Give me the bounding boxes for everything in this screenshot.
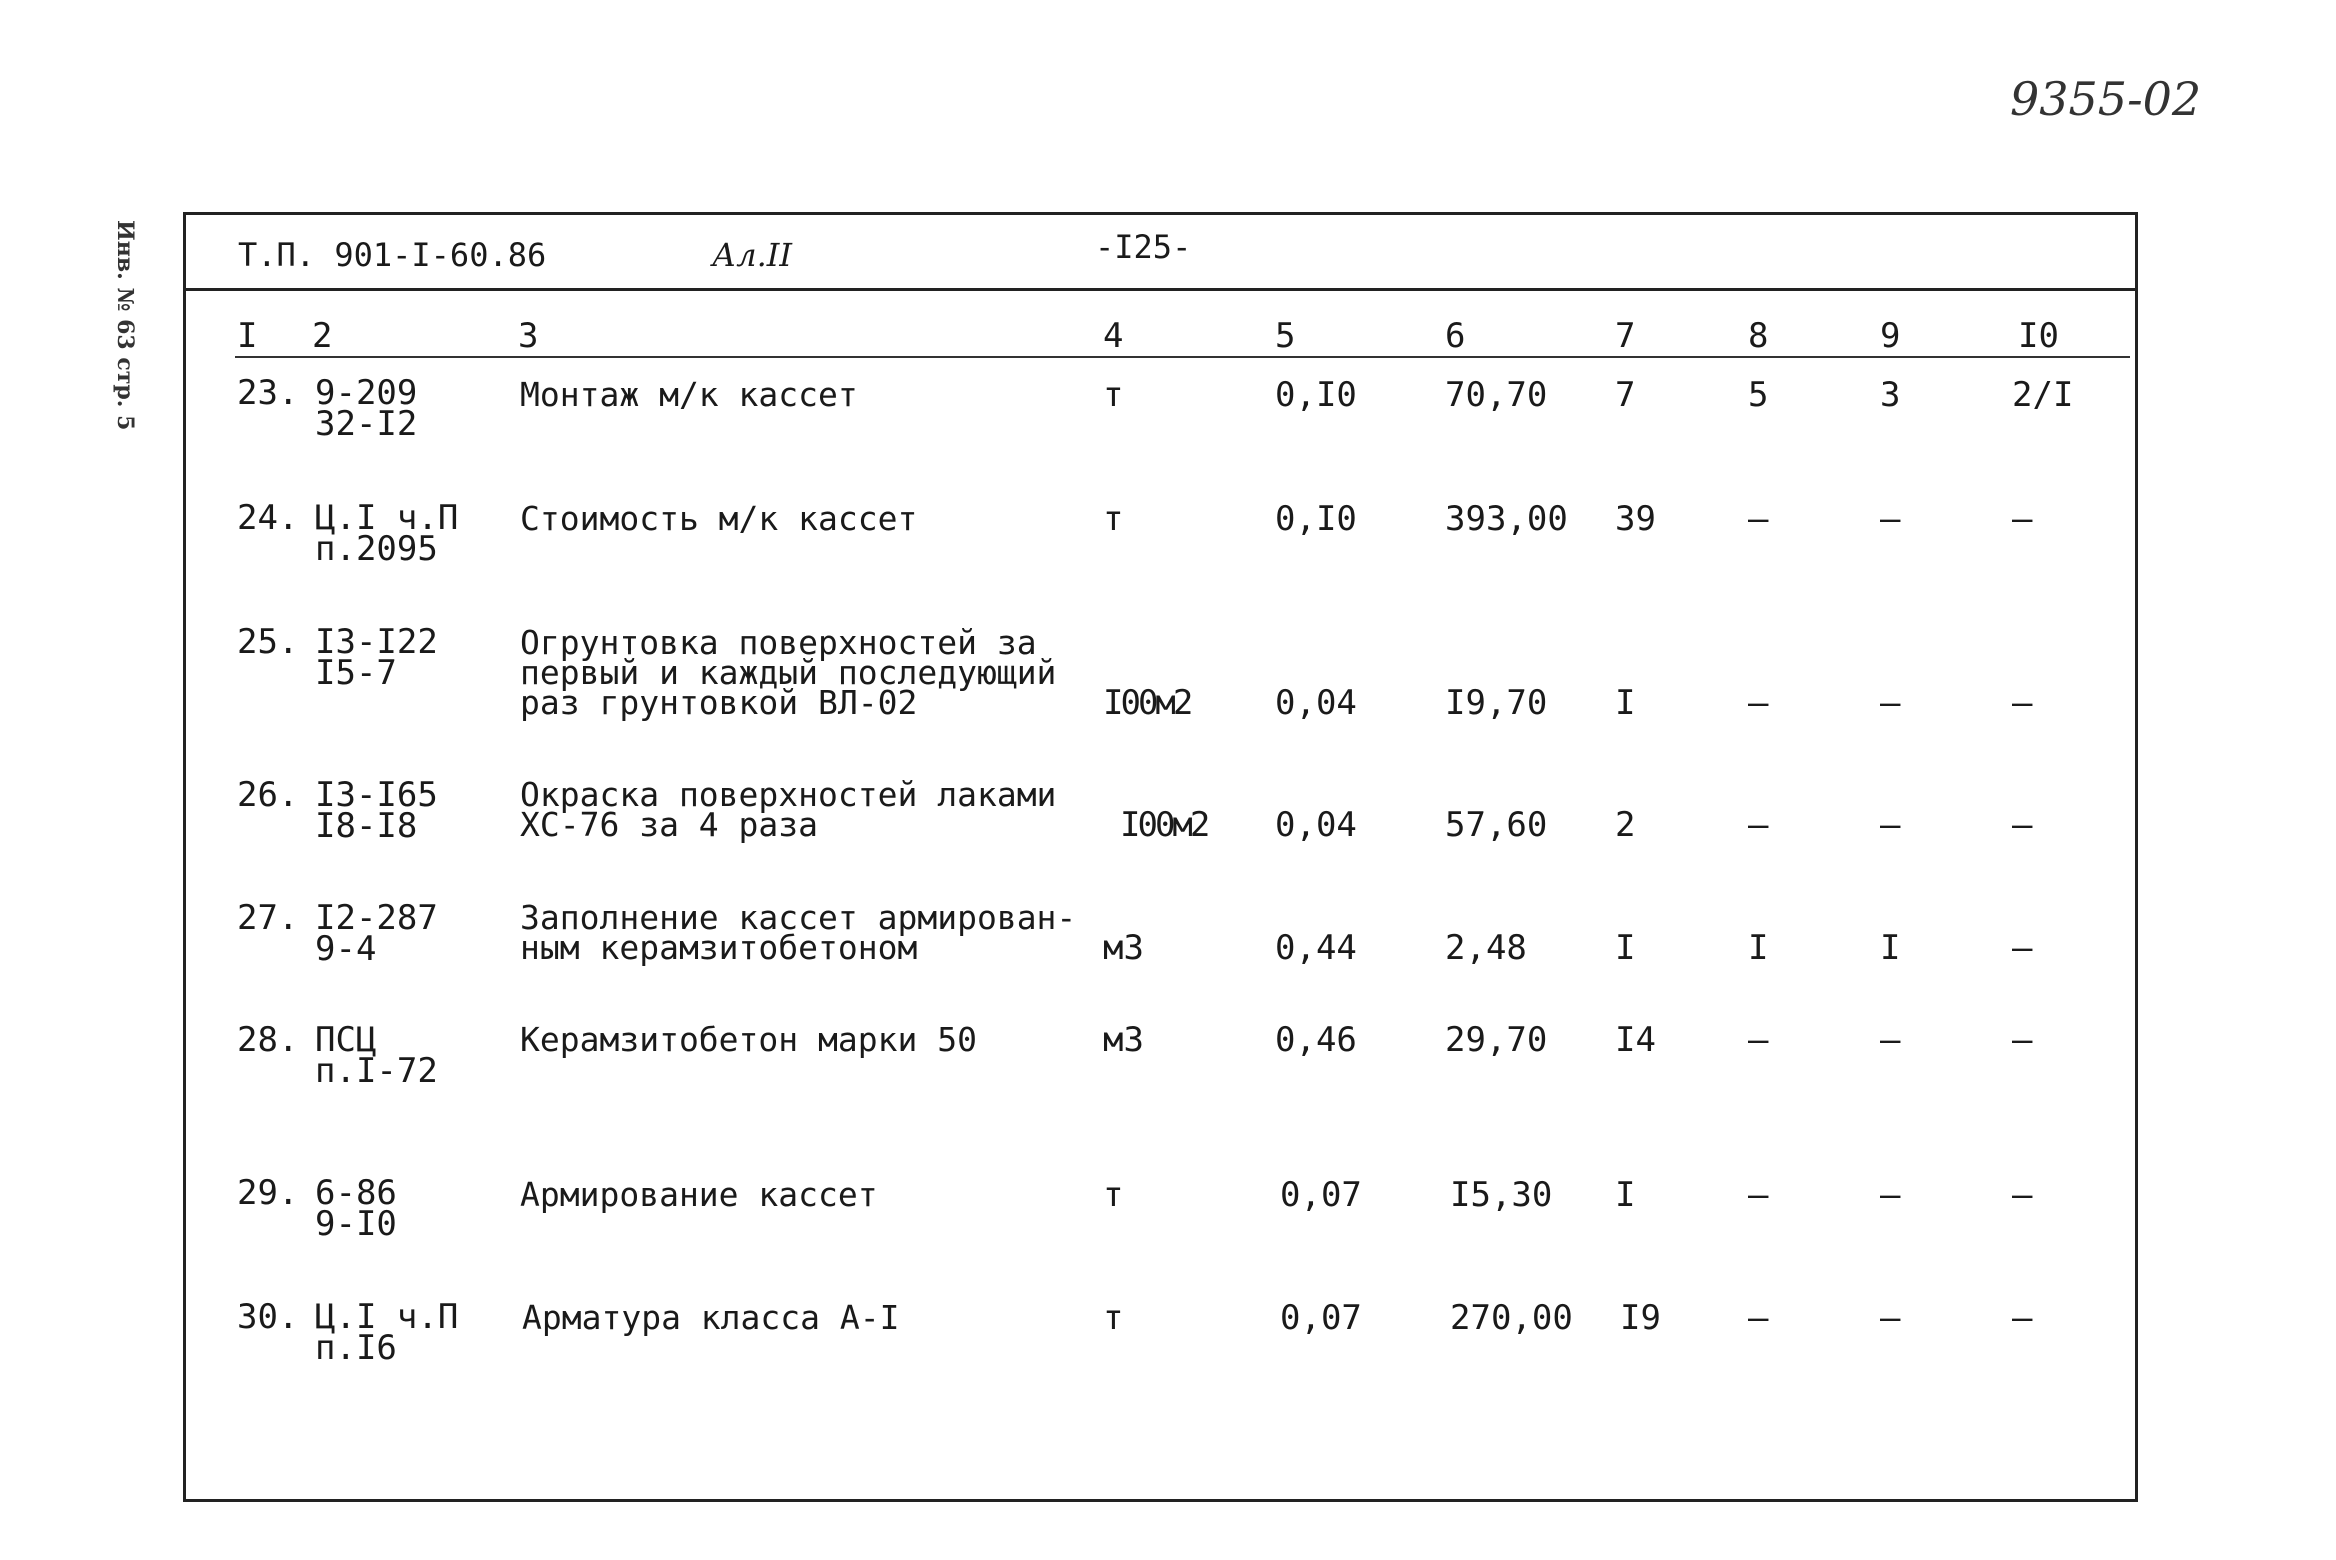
row-25-code1: I3-I22	[315, 622, 438, 662]
side-annotation-text: Инв. № 63 стр. 5	[112, 220, 138, 431]
row-24-col7: 39	[1615, 499, 1656, 539]
row-26-unit: I00м2	[1120, 805, 1208, 845]
row-30-col8: –	[1748, 1298, 1769, 1338]
row-29-name: Армирование кассет	[520, 1175, 878, 1214]
row-23-col9: 3	[1880, 375, 1901, 415]
row-29-code2: 9-I0	[315, 1204, 397, 1244]
row-29-col8: –	[1748, 1175, 1769, 1215]
column-header-divider	[235, 356, 2130, 358]
table-frame	[183, 212, 2138, 1502]
row-26-col10: –	[2012, 805, 2033, 845]
row-30-col10: –	[2012, 1298, 2033, 1338]
row-29-code1: 6-86	[315, 1173, 397, 1213]
row-26-number: 26.	[237, 775, 299, 815]
row-30-unit: т	[1103, 1298, 1124, 1338]
row-28-code1: ПСЦ	[315, 1020, 377, 1060]
row-23-name: Монтаж м/к кассет	[520, 375, 858, 414]
page-number: -I25-	[1095, 228, 1192, 266]
row-29-col10: –	[2012, 1175, 2033, 1215]
row-24-unit: т	[1103, 499, 1124, 539]
column-header-2: 2	[312, 316, 333, 356]
row-28-col8: –	[1748, 1020, 1769, 1060]
row-29-col7: I	[1615, 1175, 1636, 1215]
row-28-qty: 0,46	[1275, 1020, 1357, 1060]
row-28-code2: п.I-72	[315, 1051, 438, 1091]
column-header-7: 7	[1615, 316, 1636, 356]
row-30-code2: п.I6	[315, 1328, 397, 1368]
row-29-qty: 0,07	[1280, 1175, 1362, 1215]
row-26-code1: I3-I65	[315, 775, 438, 815]
row-24-col8: –	[1748, 499, 1769, 539]
row-26-col9: –	[1880, 805, 1901, 845]
column-header-8: 8	[1748, 316, 1769, 356]
row-23-qty: 0,I0	[1275, 375, 1357, 415]
row-23-price: 70,70	[1445, 375, 1548, 415]
row-26-col7: 2	[1615, 805, 1636, 845]
row-27-code1: I2-287	[315, 898, 438, 938]
row-27-col9: I	[1880, 928, 1901, 968]
row-24-name: Стоимость м/к кассет	[520, 499, 918, 538]
column-header-5: 5	[1275, 316, 1296, 356]
row-27-qty: 0,44	[1275, 928, 1357, 968]
row-25-name: Огрунтовка поверхностей за первый и каждый последующий раз грунтовкой ВЛ-02	[520, 623, 1057, 722]
row-23-col8: 5	[1748, 375, 1769, 415]
row-28-price: 29,70	[1445, 1020, 1548, 1060]
row-30-price: 270,00	[1450, 1298, 1573, 1338]
row-26-col8: –	[1748, 805, 1769, 845]
album-label: Ал.II	[712, 236, 793, 274]
row-28-col7: I4	[1615, 1020, 1656, 1060]
row-27-number: 27.	[237, 898, 299, 938]
row-30-col7: I9	[1620, 1298, 1661, 1338]
row-26-name: Окраска поверхностей лаками ХС-76 за 4 раза	[520, 775, 1057, 844]
row-27-price: 2,48	[1445, 928, 1527, 968]
row-27-col8: I	[1748, 928, 1769, 968]
row-25-number: 25.	[237, 622, 299, 662]
row-23-number: 23.	[237, 373, 299, 413]
row-24-code1: Ц.I ч.П	[315, 498, 459, 538]
row-28-col9: –	[1880, 1020, 1901, 1060]
column-header-4: 4	[1103, 316, 1124, 356]
row-29-number: 29.	[237, 1173, 299, 1213]
document-number: 9355-02	[2010, 72, 2202, 126]
row-30-qty: 0,07	[1280, 1298, 1362, 1338]
row-24-number: 24.	[237, 498, 299, 538]
row-24-code2: п.2095	[315, 529, 438, 569]
column-header-3: 3	[518, 316, 539, 356]
row-25-code2: I5-7	[315, 653, 397, 693]
row-28-number: 28.	[237, 1020, 299, 1060]
row-25-col8: –	[1748, 683, 1769, 723]
row-27-code2: 9-4	[315, 929, 377, 969]
row-25-price: I9,70	[1445, 683, 1548, 723]
row-26-code2: I8-I8	[315, 806, 418, 846]
row-25-col9: –	[1880, 683, 1901, 723]
row-23-col10: 2/I	[2012, 375, 2074, 415]
row-23-col7: 7	[1615, 375, 1636, 415]
row-29-price: I5,30	[1450, 1175, 1553, 1215]
row-27-col7: I	[1615, 928, 1636, 968]
row-25-col7: I	[1615, 683, 1636, 723]
row-23-unit: т	[1103, 375, 1124, 415]
row-26-qty: 0,04	[1275, 805, 1357, 845]
row-24-col10: –	[2012, 499, 2033, 539]
row-24-price: 393,00	[1445, 499, 1568, 539]
row-27-name: Заполнение кассет армирован- ным керамзитобетоном	[520, 898, 1077, 967]
row-30-code1: Ц.I ч.П	[315, 1297, 459, 1337]
row-23-code2: 32-I2	[315, 404, 418, 444]
row-24-col9: –	[1880, 499, 1901, 539]
row-27-unit: м3	[1103, 928, 1144, 968]
row-25-col10: –	[2012, 683, 2033, 723]
side-annotation	[112, 220, 172, 580]
row-25-unit: I00м2	[1103, 683, 1191, 723]
row-30-col9: –	[1880, 1298, 1901, 1338]
row-28-name: Керамзитобетон марки 50	[520, 1020, 977, 1059]
row-30-name: Арматура класса А-I	[522, 1298, 900, 1337]
row-30-number: 30.	[237, 1297, 299, 1337]
column-header-6: 6	[1445, 316, 1466, 356]
row-24-qty: 0,I0	[1275, 499, 1357, 539]
row-28-col10: –	[2012, 1020, 2033, 1060]
row-29-col9: –	[1880, 1175, 1901, 1215]
column-header-1: I	[237, 316, 258, 356]
row-23-code1: 9-209	[315, 373, 418, 413]
row-29-unit: т	[1103, 1175, 1124, 1215]
row-25-qty: 0,04	[1275, 683, 1357, 723]
row-28-unit: м3	[1103, 1020, 1144, 1060]
row-27-col10: –	[2012, 928, 2033, 968]
column-header-10: I0	[2018, 316, 2059, 356]
project-designation: Т.П. 901-I-60.86	[238, 236, 547, 274]
header-divider	[183, 288, 2138, 291]
row-26-price: 57,60	[1445, 805, 1548, 845]
column-header-9: 9	[1880, 316, 1901, 356]
